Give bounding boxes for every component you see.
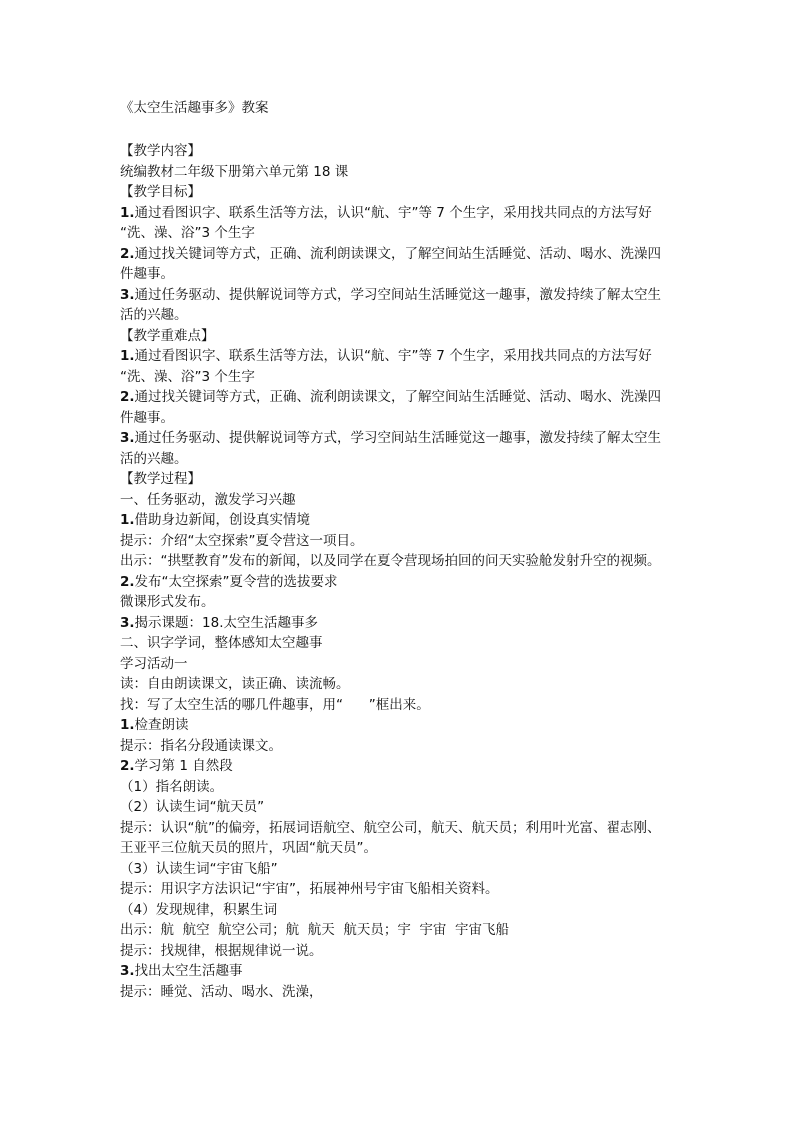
line-text: （3）认读生词“宇宙飞船” — [120, 860, 278, 877]
text-line — [120, 941, 680, 962]
text-line — [120, 961, 680, 982]
text-line — [120, 346, 680, 367]
line-text: 出示：“拱墅教育”发布的新闻，以及同学在夏令营现场拍回的问天实验舱发射升空的视频。 — [120, 553, 661, 569]
line-text: 读：自由朗读课文，读正确、读流畅。 — [120, 676, 350, 692]
line-text: 检查朗读 — [134, 717, 189, 733]
line-text: 提示：指名分段通读课文。 — [120, 737, 282, 754]
item-number: 2. — [120, 573, 135, 590]
text-line — [120, 305, 680, 326]
item-number: 1. — [120, 204, 135, 221]
text-line — [120, 838, 680, 859]
text-line — [120, 633, 680, 654]
text-line — [120, 428, 680, 449]
text-line — [120, 818, 680, 839]
text-line — [120, 162, 680, 183]
line-text: 【教学重难点】 — [120, 327, 215, 344]
item-number: 3. — [120, 286, 135, 303]
line-text: 件趣事。 — [120, 266, 174, 282]
line-text: 发布“太空探索”夏令营的选拔要求 — [134, 573, 338, 590]
line-text: 通过任务驱动、提供解说词等方式，学习空间站生活睡觉这一趣事，激发持续了解太空生 — [134, 430, 662, 446]
text-line — [120, 572, 680, 593]
item-number: 2. — [120, 245, 135, 262]
text-line — [120, 469, 680, 490]
line-text: 【教学过程】 — [120, 471, 201, 487]
item-number: 3. — [120, 614, 135, 631]
line-text: 活的兴趣。 — [120, 450, 188, 467]
text-line — [120, 797, 680, 818]
text-line — [120, 203, 680, 224]
text-line — [120, 510, 680, 531]
text-line — [120, 736, 680, 757]
line-text: 借助身边新闻，创设真实情境 — [134, 512, 311, 528]
line-text: 通过找关键词等方式，正确、流利朗读课文，了解空间站生活睡觉、活动、喝水、洗澡四 — [134, 389, 662, 405]
line-text: 出示：航 航空 航空公司；航 航天 航天员；宇 宇宙 宇宙飞船 — [120, 922, 509, 938]
text-line — [120, 490, 680, 511]
line-text: “洗、澡、浴”3 个生字 — [120, 225, 255, 241]
item-number: 3. — [120, 430, 135, 446]
text-line — [120, 551, 680, 572]
text-line — [120, 859, 680, 880]
document-title: 《太空生活趣事多》教案 — [120, 100, 269, 116]
text-line — [120, 654, 680, 675]
text-line — [120, 367, 680, 388]
line-text: 【教学内容】 — [120, 143, 201, 159]
line-text: 提示：找规律，根据规律说一说。 — [120, 942, 323, 959]
line-text: 找：写了太空生活的哪几件趣事，用“ ”框出来。 — [120, 696, 430, 713]
line-text: 提示：用识字方法识记“宇宙”，拓展神州号宇宙飞船相关资料。 — [120, 881, 499, 897]
text-line — [120, 285, 680, 306]
line-text: 通过找关键词等方式，正确、流利朗读课文，了解空间站生活睡觉、活动、喝水、洗澡四 — [134, 245, 662, 262]
line-text: 件趣事。 — [120, 409, 174, 426]
line-text: 揭示课题：18.太空生活趣事多 — [134, 614, 319, 631]
line-text: （4）发现规律，积累生词 — [120, 901, 278, 918]
text-line — [120, 674, 680, 695]
line-text: “洗、澡、浴”3 个生字 — [120, 368, 255, 385]
line-text: 一、任务驱动，激发学习兴趣 — [120, 491, 296, 508]
text-line — [120, 408, 680, 429]
line-text: 提示：睡觉、活动、喝水、洗澡， — [120, 983, 323, 1000]
item-number: 1. — [120, 512, 135, 528]
text-line — [120, 756, 680, 777]
item-number: 2. — [120, 389, 135, 405]
line-text: （2）认读生词“航天员” — [120, 799, 265, 815]
line-text: 提示：介绍“太空探索”夏令营这一项目。 — [120, 532, 364, 549]
document-body — [120, 141, 680, 1002]
item-number: 1. — [120, 717, 135, 733]
line-text: 找出太空生活趣事 — [134, 963, 243, 979]
text-line — [120, 182, 680, 203]
line-text: 通过看图识字、联系生活等方法，认识“航、宇”等 7 个生字，采用找共同点的方法写好 — [134, 348, 652, 364]
item-number: 3. — [120, 963, 135, 979]
line-text: 学习第 1 自然段 — [134, 758, 233, 774]
line-text: 统编教材二年级下册第六单元第 18 课 — [120, 163, 349, 180]
text-line — [120, 982, 680, 1003]
text-line — [120, 592, 680, 613]
line-text: 通过看图识字、联系生活等方法，认识“航、宇”等 7 个生字，采用找共同点的方法写好 — [134, 204, 652, 221]
item-number: 2. — [120, 758, 135, 774]
text-line — [120, 531, 680, 552]
text-line — [120, 920, 680, 941]
text-line — [120, 223, 680, 244]
text-line — [120, 244, 680, 265]
text-line — [120, 777, 680, 798]
line-text: 提示：认识“航”的偏旁，拓展词语航空、航空公司，航天、航天员；利用叶光富、翟志刚、 — [120, 819, 661, 836]
line-text: 王亚平三位航天员的照片，巩固“航天员”。 — [120, 840, 377, 856]
line-text: 学习活动一 — [120, 655, 188, 672]
text-line — [120, 879, 680, 900]
line-text: （1）指名朗读。 — [120, 778, 224, 795]
text-line — [120, 695, 680, 716]
text-line — [120, 141, 680, 162]
text-line — [120, 449, 680, 470]
line-text: 微课形式发布。 — [120, 594, 215, 610]
line-text: 通过任务驱动、提供解说词等方式，学习空间站生活睡觉这一趣事，激发持续了解太空生 — [134, 286, 662, 303]
document-page — [120, 98, 680, 1002]
text-line — [120, 264, 680, 285]
line-text: 二、识字学词，整体感知太空趣事 — [120, 635, 323, 651]
line-text: 活的兴趣。 — [120, 307, 188, 323]
text-line — [120, 613, 680, 634]
text-line — [120, 900, 680, 921]
item-number: 1. — [120, 348, 135, 364]
line-text: 【教学目标】 — [120, 184, 201, 200]
text-line — [120, 387, 680, 408]
text-line — [120, 715, 680, 736]
text-line — [120, 326, 680, 347]
